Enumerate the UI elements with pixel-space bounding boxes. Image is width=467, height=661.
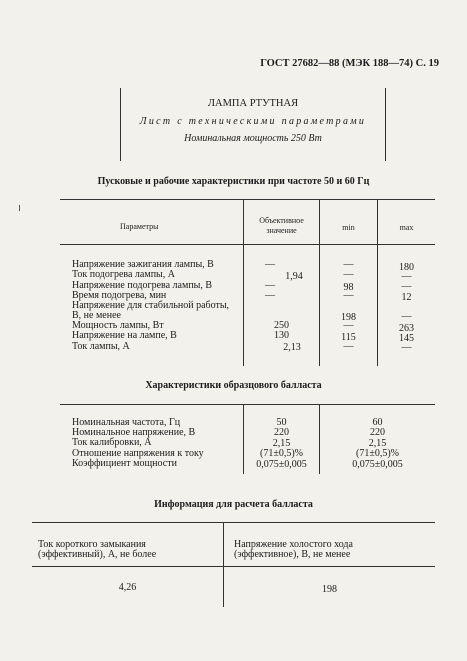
section1-title: Пусковые и рабочие характеристики при частоте 50 и 60 Гц: [97, 176, 370, 187]
row-obj: 130: [274, 330, 289, 341]
row-obj: —: [265, 259, 275, 270]
row-label: В, не менее: [72, 310, 121, 321]
table3-top-border: [32, 522, 435, 523]
row-min: —: [343, 290, 354, 301]
row-value-60hz: 0,075±0,005: [352, 459, 403, 470]
row-value-60hz: 220: [370, 427, 385, 438]
row-label: Номинальная частота, Гц: [72, 417, 181, 428]
margin-mark: [19, 205, 20, 211]
row-label: Мощность лампы, Вт: [72, 320, 164, 331]
row-obj: —: [265, 290, 275, 301]
row-label: Напряжение для стабильной работы,: [72, 300, 230, 311]
row-min: —: [343, 259, 354, 270]
col-header-obj-1: Объективное: [259, 216, 304, 225]
table3-header-border: [32, 566, 435, 567]
row-max: —: [401, 271, 412, 282]
row-min: —: [343, 341, 354, 352]
row-max: —: [401, 342, 412, 353]
row-min: —: [343, 320, 354, 331]
row-max: —: [401, 311, 412, 322]
col-header-short-circuit-2: (эффективный), А, не более: [38, 549, 157, 560]
row-max: 12: [401, 292, 412, 303]
sheet-power: Номинальная мощность 250 Вт: [184, 133, 322, 144]
row-label: Напряжение подогрева лампы, В: [72, 280, 213, 291]
row-min: 98: [343, 282, 354, 293]
col-header-open-circuit-2: (эффективное), В, не менее: [234, 549, 351, 560]
row-value-60hz: 2,15: [368, 438, 387, 449]
row-label: Коэффициент мощности: [72, 458, 177, 469]
row-value-50hz: 0,075±0,005: [256, 459, 307, 470]
col-header-short-circuit-1: Ток короткого замыкания: [38, 539, 146, 550]
row-max: 145: [399, 333, 414, 344]
row-value-50hz: 2,15: [272, 438, 291, 449]
row-value-60hz: (71±0,5)%: [356, 448, 399, 459]
row-value-50hz: 220: [274, 427, 289, 438]
row-obj: 2,13: [283, 342, 301, 353]
row-value-50hz: (71±0,5)%: [260, 448, 303, 459]
table2-top-border: [60, 404, 435, 405]
value-open-circuit-voltage: 198: [322, 584, 337, 595]
row-label: Отношение напряжения к току: [72, 448, 204, 459]
row-value-60hz: 60: [372, 417, 383, 428]
row-obj: 1,94: [285, 271, 303, 282]
row-label: Ток лампы, А: [72, 341, 130, 352]
row-label: Время подогрева, мин: [72, 290, 167, 301]
row-max: 180: [399, 262, 414, 273]
row-min: 198: [341, 312, 356, 323]
row-min: 115: [341, 332, 356, 343]
section2-title: Характеристики образцового балласта: [145, 380, 322, 391]
sheet-subtitle: Лист с техническими параметрами: [139, 116, 367, 127]
sheet-title-frame: [120, 88, 386, 161]
row-max: —: [401, 281, 412, 292]
col-header-min: min: [342, 223, 355, 232]
row-label: Напряжение на лампе, В: [72, 330, 177, 341]
row-min: —: [343, 269, 354, 280]
row-label: Ток подогрева лампы, А: [72, 269, 175, 280]
row-label: Напряжение зажигания лампы, В: [72, 259, 214, 270]
table1-top-border: [60, 199, 435, 200]
page-header: ГОСТ 27682—88 (МЭК 188—74) С. 19: [260, 58, 439, 69]
row-obj: —: [265, 280, 275, 291]
row-label: Ток калибровки, А: [72, 437, 152, 448]
value-short-circuit-current: 4,26: [118, 582, 137, 593]
col-header-open-circuit-1: Напряжение холостого хода: [234, 539, 353, 550]
section3-title: Информация для расчета балласта: [154, 499, 313, 510]
row-obj: 250: [274, 320, 289, 331]
row-label: Номинальное напряжение, В: [72, 427, 196, 438]
row-value-50hz: 50: [276, 417, 287, 428]
table1-header-border: [60, 244, 435, 245]
row-max: 263: [399, 323, 414, 334]
col-header-param: Параметры: [120, 222, 159, 231]
col-header-max: max: [399, 223, 414, 232]
col-header-obj-2: значение: [266, 226, 297, 235]
sheet-title: ЛАМПА РТУТНАЯ: [207, 98, 299, 109]
